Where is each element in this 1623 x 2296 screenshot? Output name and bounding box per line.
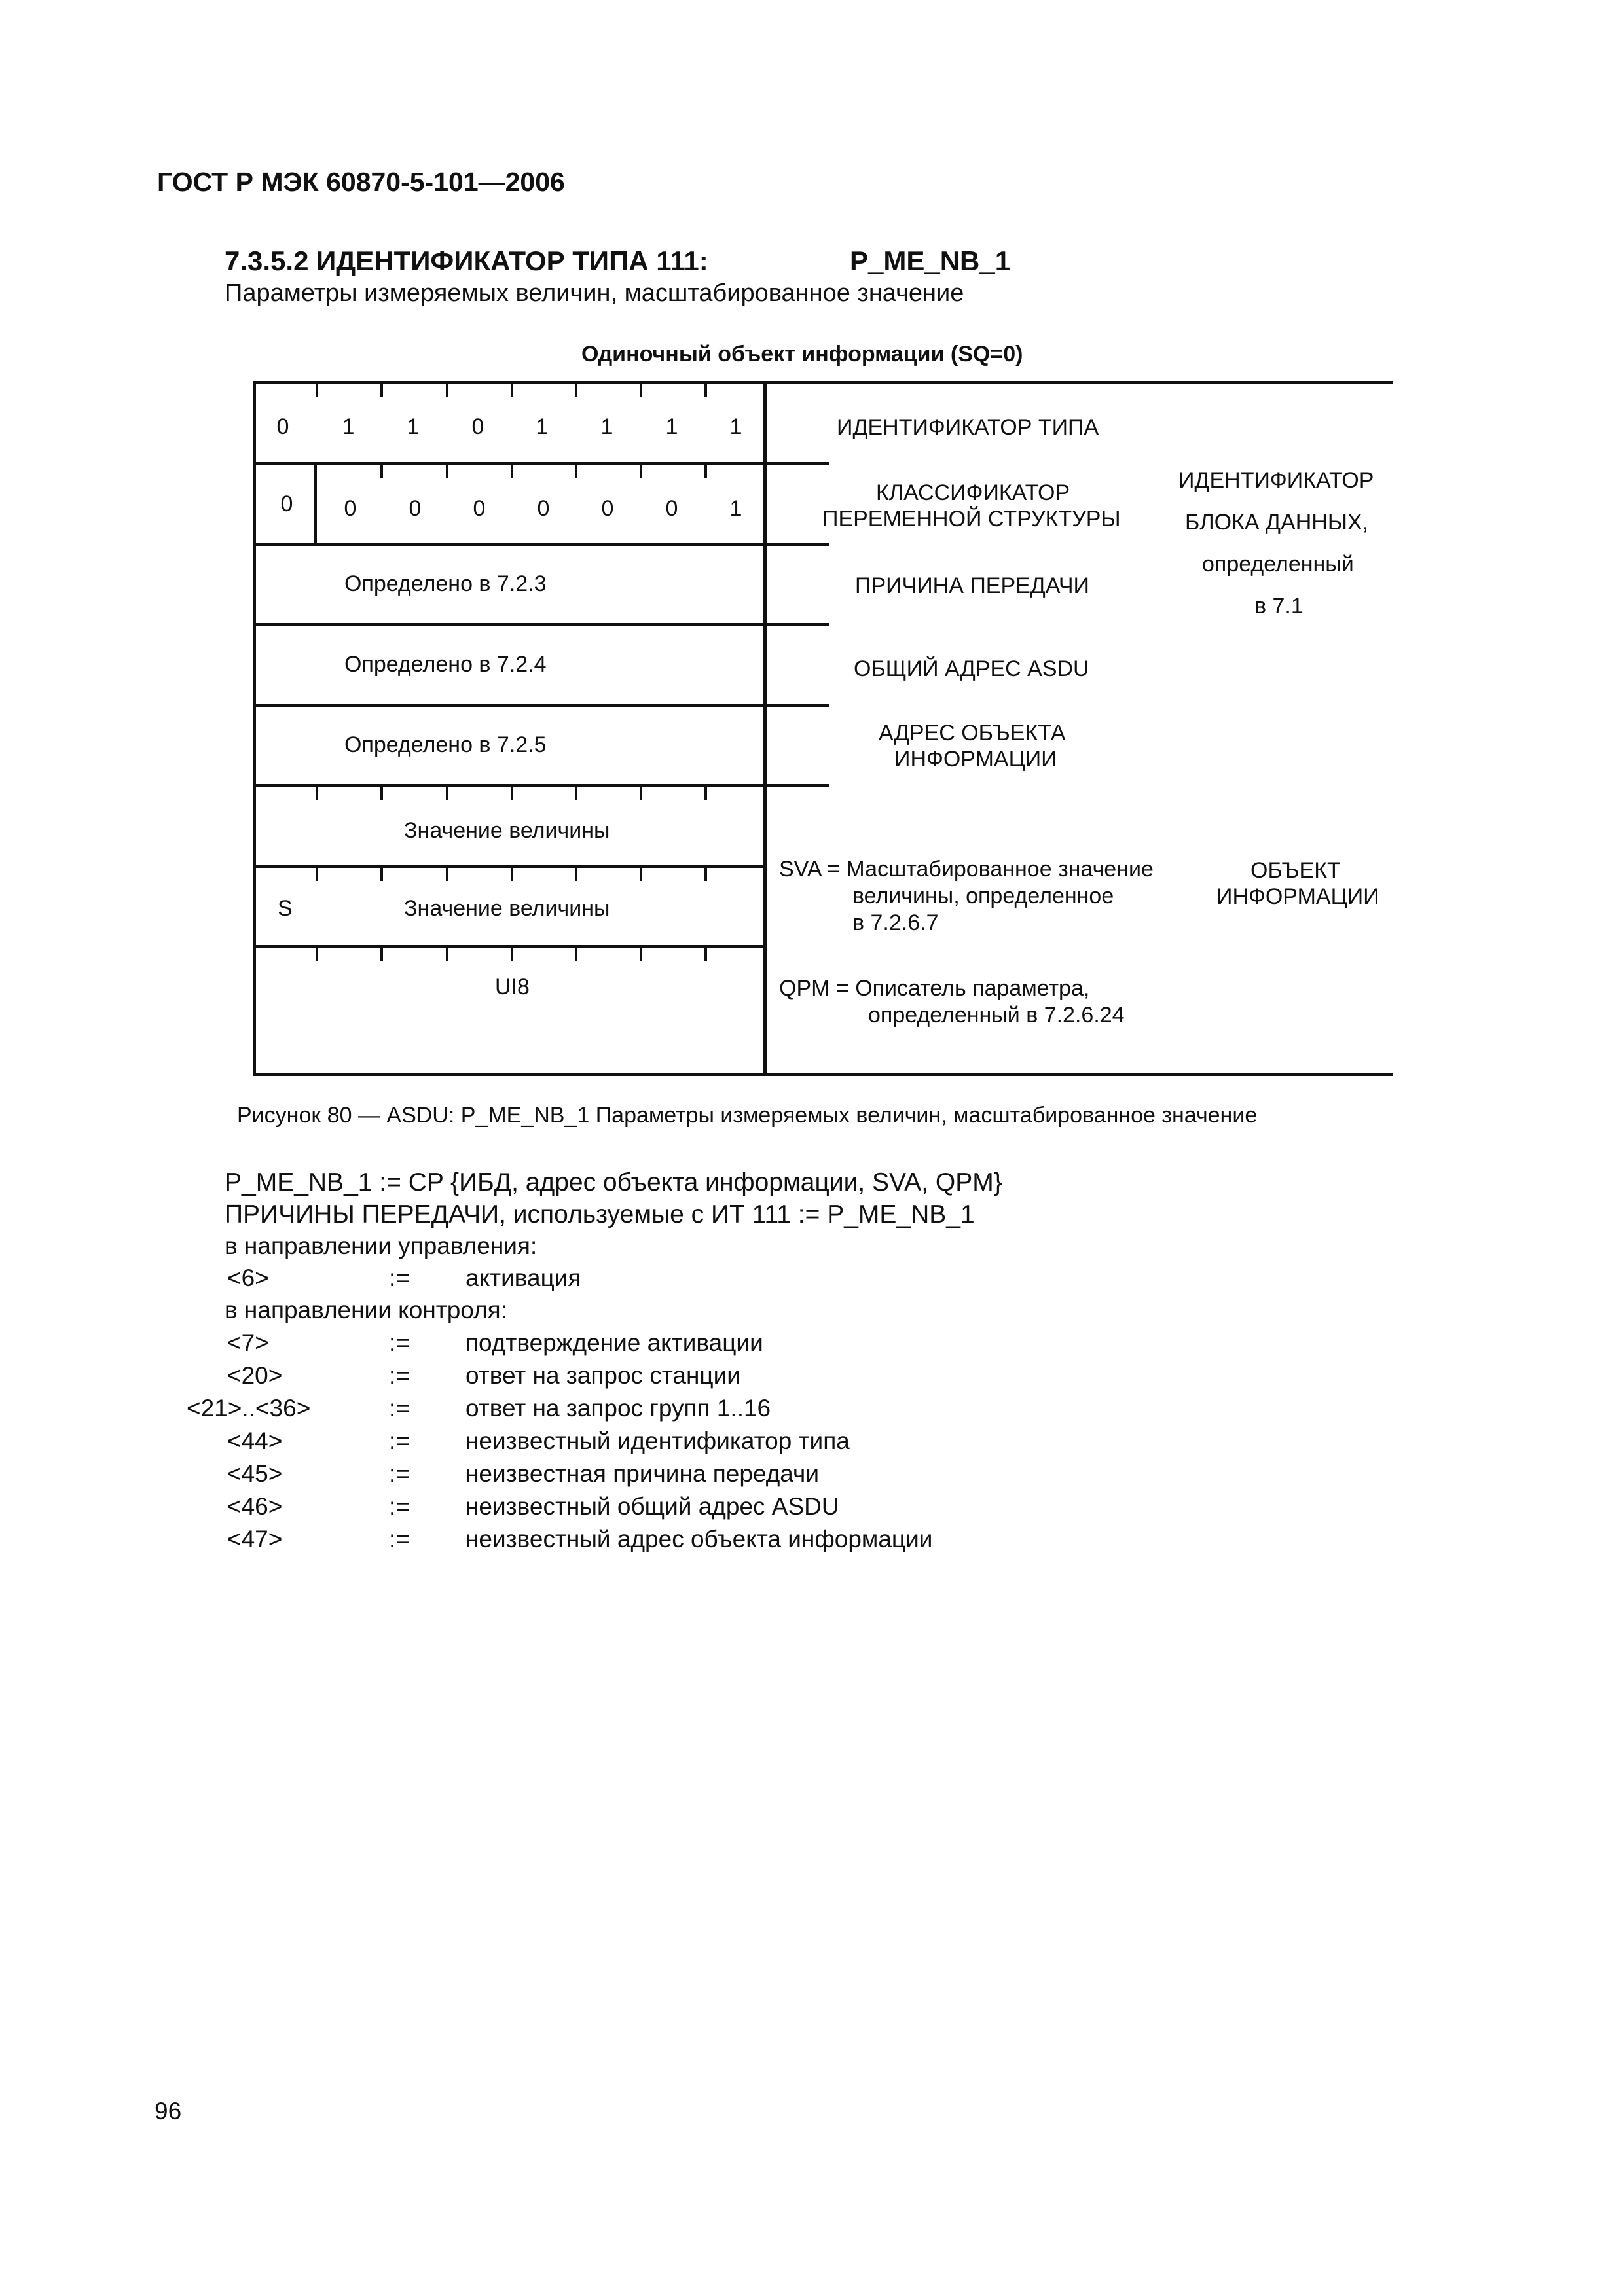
monitor-direction-heading: в направлении контроля: [225, 1297, 507, 1323]
ioa-label-line1: АДРЕС ОБЪЕКТА [879, 721, 1066, 745]
type-id-label: ИДЕНТИФИКАТОР ТИПА [837, 415, 1099, 440]
cot-code: <47> [227, 1526, 283, 1552]
assign-op: := [389, 1395, 410, 1422]
vsq-label-line1: КЛАССИФИКАТОР [876, 480, 1070, 505]
cot-code: <21>..<36> [187, 1395, 311, 1422]
diagram-title: Одиночный объект информации (SQ=0) [581, 342, 1023, 367]
bit-cell: 0 [471, 414, 484, 439]
value-field: Значение величины [404, 896, 610, 921]
section-title: 7.3.5.2 ИДЕНТИФИКАТОР ТИПА 111: [225, 245, 708, 276]
cot-label: ПРИЧИНА ПЕРЕДАЧИ [855, 573, 1089, 598]
bit-cell: 0 [537, 496, 550, 521]
io-label-line2: ИНФОРМАЦИИ [1216, 884, 1379, 909]
qpm-label-line2: определенный в 7.2.6.24 [868, 1003, 1125, 1028]
figure-caption: Рисунок 80 — ASDU: P_ME_NB_1 Параметры измеряемых величин, масштабированное значение [237, 1103, 1258, 1128]
bit-cell: 0 [344, 496, 357, 521]
assign-op: := [389, 1493, 410, 1520]
cot-code: <7> [227, 1329, 269, 1356]
bit-cell: 0 [276, 414, 289, 439]
ioa-field: Определено в 7.2.5 [344, 732, 547, 757]
ioa-label-line2: ИНФОРМАЦИИ [894, 747, 1057, 772]
cot-code: <46> [227, 1493, 283, 1520]
cot-desc: неизвестный адрес объекта информации [465, 1526, 933, 1552]
control-direction-heading: в направлении управления: [225, 1232, 538, 1259]
cot-field: Определено в 7.2.3 [344, 571, 547, 596]
cot-code: <45> [227, 1460, 283, 1487]
io-label-line1: ОБЪЕКТ [1250, 858, 1341, 883]
vsq-label-line2: ПЕРЕМЕННОЙ СТРУКТУРЫ [822, 507, 1121, 531]
ca-field: Определено в 7.2.4 [344, 652, 547, 677]
qpm-label-line1: QPM = Описатель параметра, [779, 976, 1090, 1001]
bit-cell: 0 [473, 496, 486, 521]
bit-cell: 1 [665, 414, 678, 439]
dui-label-line4: в 7.1 [1254, 594, 1304, 619]
dui-label-line2: БЛОКА ДАННЫХ, [1185, 510, 1369, 535]
assign-op: := [389, 1460, 410, 1487]
cot-desc: активация [465, 1265, 581, 1291]
assign-op: := [389, 1362, 410, 1389]
dui-label-line3: определенный [1202, 552, 1354, 577]
cot-desc: ответ на запрос станции [465, 1362, 740, 1389]
cot-desc: подтверждение активации [465, 1329, 763, 1356]
sva-label-line3: в 7.2.6.7 [852, 910, 939, 935]
page-number: 96 [155, 2098, 182, 2125]
assign-op: := [389, 1427, 410, 1454]
bit-cell: 1 [729, 414, 742, 439]
assign-op: := [389, 1526, 410, 1552]
cot-code: <6> [227, 1265, 269, 1291]
bit-cell: 0 [280, 492, 293, 516]
cot-desc: ответ на запрос групп 1..16 [465, 1395, 771, 1422]
section-code: P_ME_NB_1 [850, 245, 1011, 276]
definition-line: P_ME_NB_1 := CP {ИБД, адрес объекта информации, SVA, QPM} [225, 1168, 1002, 1196]
dui-label-line1: ИДЕНТИФИКАТОР [1178, 468, 1374, 493]
bit-cell: 1 [536, 414, 549, 439]
bit-cell: 1 [729, 496, 742, 521]
section-subtitle: Параметры измеряемых величин, масштабированное значение [225, 279, 964, 307]
ca-label: ОБЩИЙ АДРЕС ASDU [854, 656, 1089, 681]
bit-cell: 1 [600, 414, 613, 439]
qpm-field: UI8 [495, 975, 530, 999]
bit-cell: 0 [601, 496, 614, 521]
bit-cell: 0 [409, 496, 422, 521]
assign-op: := [389, 1329, 410, 1356]
cot-heading: ПРИЧИНЫ ПЕРЕДАЧИ, используемые с ИТ 111 := P_ME_NB_1 [225, 1200, 975, 1229]
sva-label-line2: величины, определенное [852, 884, 1114, 908]
cot-desc: неизвестный идентификатор типа [465, 1427, 850, 1454]
cot-desc: неизвестный общий адрес ASDU [465, 1493, 839, 1520]
cot-code: <20> [227, 1362, 283, 1389]
bit-cell: 0 [665, 496, 678, 521]
bit-cell: 1 [407, 414, 420, 439]
bit-cell: 1 [342, 414, 355, 439]
value-field: Значение величины [404, 818, 610, 843]
cot-desc: неизвестная причина передачи [465, 1460, 820, 1487]
assign-op: := [389, 1265, 410, 1291]
sva-label-line1: SVA = Масштабированное значение [779, 857, 1154, 882]
document-header: ГОСТ Р МЭК 60870-5-101—2006 [157, 167, 565, 197]
cot-code: <44> [227, 1427, 283, 1454]
sign-bit: S [278, 896, 293, 921]
